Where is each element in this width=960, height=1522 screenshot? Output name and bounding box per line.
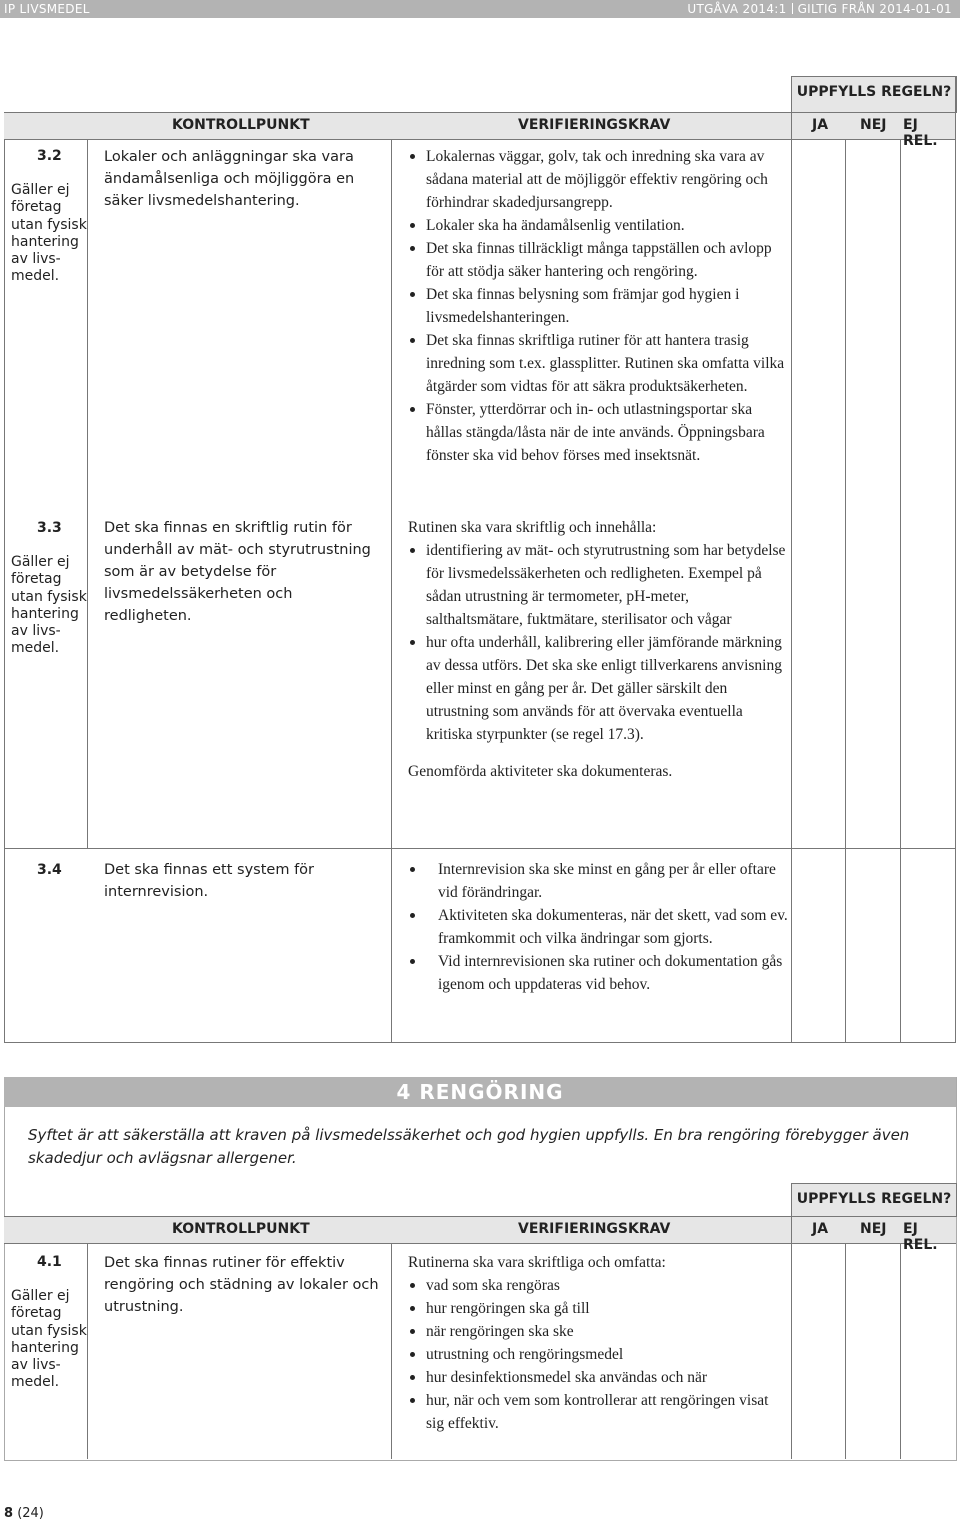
nej-column-divider — [845, 1244, 846, 1459]
ejrel-column-divider — [900, 140, 901, 1043]
verification-list — [408, 516, 788, 783]
header-separator — [792, 3, 793, 14]
list-item: Aktiviteten ska dokumenteras, när det skett, vad som ev. framkommit och vilka ändringar som gjorts. — [408, 904, 788, 950]
compliance-header: UPPFYLLS REGELN? — [791, 1183, 957, 1217]
ja-column-divider — [791, 1183, 792, 1459]
ejrel-column-divider — [900, 1244, 901, 1459]
page-total: (24) — [17, 1506, 44, 1521]
page-number — [4, 1506, 44, 1521]
column-header-row — [4, 1216, 956, 1253]
control-point: Det ska finnas rutiner för effektiv rengöring och städning av lokaler och utrustning. — [104, 1255, 379, 1315]
column-nej: NEJ — [860, 1221, 887, 1237]
rule-number: 3.3 — [37, 520, 62, 536]
running-header — [0, 0, 960, 18]
list-item: identifiering av mät- och styrutrustning som har betydelse för livsmedelssäkerheten och redligheten. Exempel på sådan utrustning är termometer, pH-meter, salthaltsmätare, fuktmätare, sterilisator och vågar — [408, 539, 788, 631]
publication-title: IP LIVSMEDEL — [4, 2, 90, 16]
rule-note: Gäller ej företag utan fysisk hantering av livs-medel. — [11, 182, 87, 285]
section-title: 4 RENGÖRING — [4, 1077, 956, 1107]
valid-from: GILTIG FRÅN 2014-01-01 — [797, 2, 952, 16]
column-control: KONTROLLPUNKT — [172, 117, 310, 133]
list-item: Det ska finnas belysning som främjar god hygien i livsmedelshanteringen. — [408, 283, 788, 329]
rule-number: 4.1 — [37, 1254, 62, 1270]
column-verification: VERIFIERINGSKRAV — [518, 1221, 671, 1237]
column-nej: NEJ — [860, 117, 887, 133]
rule-number: 3.2 — [37, 148, 62, 164]
row-divider — [4, 848, 956, 849]
table-bottom-border — [4, 1042, 956, 1043]
list-item: hur desinfektionsmedel ska användas och när — [408, 1366, 788, 1389]
list-item: hur ofta underhåll, kalibrering eller jämförande märkning av dessa utförs. Det ska ske enligt tillverkarens anvisning eller minst en gång per år. Det gäller särskilt den utrustning som används för att övervaka eventuella kritiska styrpunkter (se regel 17.3). — [408, 631, 788, 746]
num-column-divider — [87, 140, 88, 848]
column-control: KONTROLLPUNKT — [172, 1221, 310, 1237]
table-left-border — [4, 140, 5, 1043]
list-item: när rengöringen ska ske — [408, 1320, 788, 1343]
verification-tail: Genomförda aktiviteter ska dokumenteras. — [408, 763, 673, 780]
verification-list — [408, 145, 788, 467]
section-intro: Syftet är att säkerställa att kraven på livsmedelssäkerhet och god hygien uppfylls. En bra rengöring förebygger även skadedjur och avlägsnar allergener. — [28, 1126, 910, 1167]
column-ja: JA — [812, 1221, 829, 1237]
list-item: Vid internrevisionen ska rutiner och dokumentation gås igenom och uppdateras vid behov. — [408, 950, 788, 996]
list-item: Fönster, ytterdörrar och in- och utlastningsportar ska hållas stängda/låsta när de inte används. Öppningsbara fönster ska vid behov förses med insektsnät. — [408, 398, 788, 467]
verification-lead: Rutinen ska vara skriftlig och innehålla: — [408, 519, 657, 536]
column-ja: JA — [812, 117, 829, 133]
column-ej-rel: EJ REL. — [903, 1221, 938, 1253]
rule-note: Gäller ej företag utan fysisk hantering av livs-medel. — [11, 1288, 87, 1391]
num-column-divider — [87, 1244, 88, 1459]
control-point: Det ska finnas ett system för internrevision. — [104, 862, 315, 900]
list-item: hur rengöringen ska gå till — [408, 1297, 788, 1320]
list-item: vad som ska rengöras — [408, 1274, 788, 1297]
ja-column-divider — [791, 76, 792, 1043]
list-item: utrustning och rengöringsmedel — [408, 1343, 788, 1366]
list-item: Det ska finnas tillräckligt många tappställen och avlopp för att stödja säker hantering och rengöring. — [408, 237, 788, 283]
column-header-row — [4, 112, 956, 149]
nej-column-divider — [845, 140, 846, 1043]
list-item: Lokalernas väggar, golv, tak och inredning ska vara av sådana material att de möjliggör effektiv rengöring och förhindrar skadedjursangrepp. — [408, 145, 788, 214]
control-point: Lokaler och anläggningar ska vara ändamålsenliga och möjliggöra en säker livsmedelshantering. — [104, 149, 355, 209]
control-column-divider — [391, 140, 392, 1043]
rule-note: Gäller ej företag utan fysisk hantering av livs-medel. — [11, 554, 87, 657]
list-item: Internrevision ska ske minst en gång per år eller oftare vid förändringar. — [408, 858, 788, 904]
verification-lead: Rutinerna ska vara skriftliga och omfatta: — [408, 1254, 666, 1271]
page-current: 8 — [4, 1506, 14, 1521]
edition: UTGÅVA 2014:1 — [687, 2, 787, 16]
control-point: Det ska finnas en skriftlig rutin för underhåll av mät- och styrutrustning som är av betydelse för livsmedelssäkerheten och redligheten. — [104, 520, 371, 624]
verification-list — [408, 858, 788, 996]
control-column-divider — [391, 1244, 392, 1459]
column-verification: VERIFIERINGSKRAV — [518, 117, 671, 133]
rule-number: 3.4 — [37, 862, 62, 878]
compliance-header: UPPFYLLS REGELN? — [791, 76, 957, 113]
list-item: Det ska finnas skriftliga rutiner för att hantera trasig inredning som t.ex. glassplitter. Rutinen ska omfatta vilka åtgärder som vidtas för att säkra produktsäkerheten. — [408, 329, 788, 398]
edition-info — [687, 0, 952, 18]
verification-list — [408, 1251, 788, 1435]
list-item: Lokaler ska ha ändamålsenlig ventilation. — [408, 214, 788, 237]
table-right-border — [955, 76, 956, 1043]
column-ej-rel: EJ REL. — [903, 117, 938, 149]
list-item: hur, när och vem som kontrollerar att rengöringen visat sig effektiv. — [408, 1389, 788, 1435]
